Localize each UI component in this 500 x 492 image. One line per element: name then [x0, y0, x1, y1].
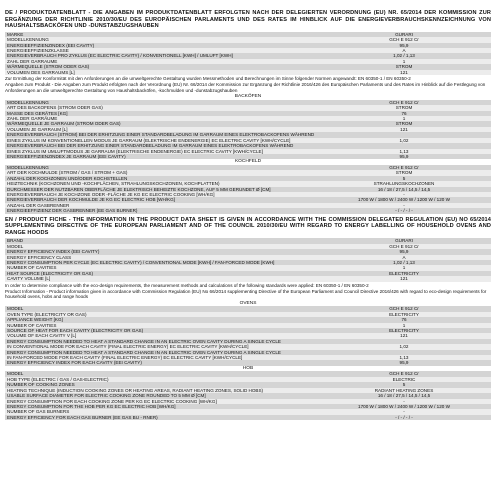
row-value: 1,02 / 1,13 [317, 53, 491, 58]
row-label: VOLUME OF EACH CAVITY V [L] [5, 333, 317, 338]
row-label: ENERGIEEFFIZIENZINDEX JE GARRAUM (EEI CAVITY) [5, 154, 317, 159]
row-value: GCH E 912 Cr [317, 165, 491, 170]
row-label: ENERGIEVERBRAUCH BEI DER ERHITZUNG EINER STANDARDBELADUNG IM GARRAUM EINES ELEKTROBACKOFENS WÄHREND [5, 143, 317, 148]
row-value: STROM [317, 121, 491, 126]
row-label: ENERGIEVERBRAUCH DER KOCHMULDE JE KG EC ELECTRIC HOB [WH/KG] [5, 197, 317, 202]
en-hob-caption: HOB [242, 365, 254, 371]
row-label: ENERGY CONSUMPTION PER CYCLE (EC ELECTRIC CAVITY) / CONVENTIONAL MODE [KWH] / FAN-FORCED MODE [KWH] [5, 260, 317, 265]
row-label: ENERGIEVERBRAUCH (STROM) BEI DER ERHITZUNG EINER STANDARDBELADUNG IM GARRAUM EINES ELEKTROBACKOFENS WÄHREND [5, 132, 317, 137]
row-label: DURCHMESSER DER NUTZBAREN OBERFLÄCHE JE ELEKTRISCH BEHEIZTE KOCHZONE, AUF 5 MM GERUNDET Ø [CM] [5, 187, 317, 192]
row-label: HEAT SOURCE (ELECTRICITY OR GAS) [5, 271, 317, 276]
row-label: SOURCE OF HEAT FOR EACH CAVITY (ELECTRICITY OR GAS) [5, 328, 317, 333]
row-value: GCH E 912 Cr [317, 100, 491, 105]
row-label: EINES ZYKLUS IM KONVENTIONELLEN MODUS JE GARRAUM (ELEKTRISCHE ENDENERGIE) EC ELECTRIC CAVITY [KWH/CYCLE] [5, 138, 317, 143]
row-value: GCH E 912 Cr [317, 37, 491, 42]
row-value: GCH E 912 Cr [317, 371, 491, 376]
row-value: 5 [317, 382, 491, 387]
de-hob-caption: KOCHFELD [234, 159, 262, 165]
row-label: ZAHL DER GARRÄUME [5, 116, 317, 121]
row-label: ENERGIEEFFIZIENZ DER GASBRENNER (EE GAS BURNER) [5, 208, 317, 213]
row-label: ENERGIEEFFIZIENZKLASSE [5, 48, 317, 53]
row-label: ENERGY EFFICIENCY INDEX (EEI CAVITY) [5, 249, 317, 254]
row-label: ART DES BACKOFENS (STROM ODER GAS) [5, 105, 317, 110]
row-label: MODELLKENNUNG [5, 37, 317, 42]
row-label: EINES ZYKLUS IM UMLUFTMODUS JE GARRAUM (ELEKTRISCHE ENDENERGIE) EC ELECTRIC CAVITY [KWH/CYCLE] [5, 149, 317, 154]
row-label: ENERGY CONSUMPTION NEEDED TO HEAT A STANDARD CHANGE IN AN ELECTRIC OVEN CAVITY DURING A SINGLE CYCLE [5, 339, 317, 344]
row-label: NUMBER OF CAVITIES [5, 323, 317, 328]
row-value: 1700 W / 1800 W / 2400 W / 1200 W / 120 W [317, 404, 491, 409]
row-value: RADIANT HEATING ZONES [317, 388, 491, 393]
row-value: 121 [317, 333, 491, 338]
row-label: MODEL [5, 371, 317, 376]
row-label: ENERGY EFFICIENCY FOR EACH GAS BURNER (EE GAS BU - RNER) [5, 415, 317, 420]
row-label: NUMBER OF COOKING ZONES [5, 382, 317, 387]
row-label: HEIZTECHNIK (KOCHZONEN UND -KOCHFLÄCHEN, STRAHLUNGSKOCHZONEN, KOCHPLATTEN) [5, 181, 317, 186]
row-label: NUMBER OF CAVITIES [5, 265, 317, 270]
row-value: ELECTRICITY [317, 312, 491, 317]
row-label: MASSE DES GERÄTES [KG] [5, 111, 317, 116]
row-value: GURARI [317, 238, 491, 243]
row-value: ELECTRICITY [317, 328, 491, 333]
row-value: 5 [317, 176, 491, 181]
row-value: 121 [317, 70, 491, 75]
row-value: 16 / 18 / 27,5 / 14,5 / 14,5 [317, 187, 491, 192]
row-label: CAVITY VOLUME [L] [5, 276, 317, 281]
row-value: 1 [317, 59, 491, 64]
table-row [5, 276, 491, 281]
row-value: 76 [317, 111, 491, 116]
row-value: A [317, 255, 491, 260]
row-label: ENERGY EFFICIENCY CLASS [5, 255, 317, 260]
row-label: USABLE SURFACE DIAMETER FOR ELECTRIC COOKING ZONE ROUNDED TO 5 MM Ø [CM] [5, 393, 317, 398]
row-label: WÄRMEQUELLE JE GARRAUM (STROM ODER GAS) [5, 121, 317, 126]
row-label: ENERGY EFFICIENCY INDEX FOR EACH CAVITY (EEI CAVITY) [5, 360, 317, 365]
row-label: MODELLKENNUNG [5, 100, 317, 105]
row-label: ZAHL DER GARRAUME [5, 59, 317, 64]
row-label: MODELLKENNUNG [5, 165, 317, 170]
row-value: - / - / - / - [317, 208, 491, 213]
row-value: 95,9 [317, 43, 491, 48]
row-value: GCH E 912 Cr [317, 306, 491, 311]
row-value: 95,9 [317, 154, 491, 159]
de-standards-note: Zur Ermittlung der Konformität mit den Anforderungen an die umweltgerechte Gestaltung wurden Messmethoden und Berechnungen im Sinne folgender Normen angewandt: EN 60350-1 / EN 60350-2 [5, 76, 411, 82]
row-label: ENERGY CONSUMPTION FOR EACH COOKING ZONE PER KG EC ELECTRIC COOKING [WH/KG] [5, 399, 317, 404]
row-label: VOLUMEN DES GARRAUMS [L] [5, 70, 317, 75]
row-value: STRAHLUNGSKOCHZONEN [317, 181, 491, 186]
row-value: STROM [317, 105, 491, 110]
table-row [5, 208, 491, 213]
row-label: WÄRMEQUELLE (STROM ODER GAS) [5, 64, 317, 69]
row-value: 1 [317, 265, 491, 270]
row-value: - [317, 399, 491, 404]
row-value: GURARI [317, 32, 491, 37]
row-value: 95,9 [317, 360, 491, 365]
row-value: A [317, 48, 491, 53]
row-value: 1,13 [317, 149, 491, 154]
row-label: ENERGIEEFFIZIENZINDEX (EEI CAVITY) [5, 43, 317, 48]
row-value: 1700 W / 1800 W / 2400 W / 1200 W / 120 W [317, 197, 491, 202]
row-value: 76 [317, 317, 491, 322]
row-label: VOLUMEN JE GARRAUM [L] [5, 127, 317, 132]
row-value: 1,02 [317, 138, 491, 143]
row-value: 95,9 [317, 249, 491, 254]
de-ovens-table [5, 100, 491, 159]
de-headline: DE / PRODUKTDATENBLATT - DIE ANGABEN IM PRODUKTDATENBLATT ERFOLGTEN NACH DER DELEGIERTEN VERORDNUNG (EU) NR. 65/2014 DER KOMMISSION ZUR ERGÄNZUNG DER RICHTLINIE 2010/30/EU DES EUROPÄISCHEN PARLAMENTS UND DES RATES IM HINBLICK AUF DIE ENERGIEVERBRAUCHSKENNZEICHNUNG VON HAUSHALTSBACKÖFEN UND -DUNSTABZUGSHAUBEN [5, 10, 491, 30]
row-label: HEATING TECHNIQUE (INDUCTION COOKING ZONES OR HEATING AREAS, RADIANT HEATING ZONES, SOLID HOBS) [5, 388, 317, 393]
de-product-info-note: Angaben zum Produkt - Die Angaben zum Produkt erfolgten nach der Verordnung (EU) Nr. 66/2014 der Kommission zur Ergänzung der Richtlinie 2016/426 des Europäischen Parlaments und des Rates im Hinblick auf die Festlegung von Anforderungen an die umweltgerechte Gestaltung von Haushaltsbacköfen, -kochmulden und -dunstabzugshauben [5, 82, 486, 93]
row-value: - [317, 203, 491, 208]
row-value: 121 [317, 276, 491, 281]
row-value: 16 / 18 / 27,5 / 14,5 / 14,5 [317, 393, 491, 398]
row-label: ENERGY CONSUMPTION NEEDED TO HEAT A STANDARD CHANGE IN AN ELECTRIC OVEN CAVITY DURING A SINGLE CYCLE [5, 350, 317, 355]
row-label: ANZAHL DER GASBRENNER [5, 203, 317, 208]
row-label: NUMBER OF GAS BURNERS [5, 409, 317, 414]
row-value: 121 [317, 127, 491, 132]
row-label: BRAND [5, 238, 317, 243]
table-row [5, 70, 491, 75]
row-label: APPLIANCE WEIGHT [KG] [5, 317, 317, 322]
row-value: 1,13 [317, 355, 491, 360]
row-label: OVEN TYPE (ELECTRICITY OR GAS) [5, 312, 317, 317]
table-row [5, 415, 491, 420]
row-label: ENERGY CONSUMPTION FOR THE HOB PER KG EC ELECTRIC HOB [WH/KG] [5, 404, 317, 409]
row-value: ELECTRIC [317, 377, 491, 382]
row-value: STROM [317, 170, 491, 175]
product-fiche-page [5, 0, 491, 420]
row-value: GCH E 912 Cr [317, 244, 491, 249]
en-ovens-table [5, 306, 491, 365]
de-label-table [5, 32, 491, 75]
en-ovens-caption: OVENS [239, 300, 257, 306]
row-value: STROM [317, 64, 491, 69]
en-hob-table [5, 371, 491, 420]
row-label: MODEL [5, 306, 317, 311]
row-label: IN CONVENTIONAL MODE FOR EACH CAVITY (FINAL ELECTRIC ENERGY) EC ELECTRIC CAVITY [KWH/CYCLE] [5, 344, 317, 349]
de-ovens-caption: BACKÖFEN [234, 94, 262, 100]
en-product-info-note: Product Information - Product information given in accordance with Commission Regulation (EU) No 66/2014 supplementing Directive of the European Parliament and Council Directive 2016/426 with regard to eco-design requirements for household ovens, hobs and range hoods [5, 289, 487, 300]
row-value: ELECTRICITY [317, 271, 491, 276]
row-label: ENERGIEVERBRAUCH JE KOCHZONE ODER -FLÄCHE JE KG EC ELECTRIC COOKING [WH/KG] [5, 192, 317, 197]
row-label: ENERGIEVERBRAUCH PRO ZYKLUS (EC ELECTRIC CAVITY) / KONVENTIONELL [KWH] / UMLUFT [KWH] [5, 53, 317, 58]
row-label: HOB TYPE (ELECTRIC / GAS / GAS-ELECTRIC) [5, 377, 317, 382]
row-value: - [317, 192, 491, 197]
row-value: 1,02 / 1,13 [317, 260, 491, 265]
row-label: MODEL [5, 244, 317, 249]
row-label: MARKE [5, 32, 317, 37]
row-label: ART DER KOCHMULDE (STROM / GAS / STROM + GAS) [5, 170, 317, 175]
row-value: 1 [317, 116, 491, 121]
row-label: ANZAHL DER KOCHZONEN UND/ODER KOCHSTELLEN [5, 176, 317, 181]
row-value: 1 [317, 323, 491, 328]
row-value: 1,02 [317, 344, 491, 349]
en-headline: EN / PRODUCT FICHE - THE INFORMATION IN THE PRODUCT DATA SHEET IS GIVEN IN ACCORDANCE WITH THE COMMISSION DELEGATED REGULATION (EU) NO 65/2014 SUPPLEMENTING DIRECTIVE OF THE EUROPEAN PARLIAMENT AND OF THE COUNCIL 2010/30/EU WITH REGARD TO ENERGY LABELLING OF HOUSEHOLD OVENS AND RANGE HOODS [5, 216, 491, 236]
row-value: - / - / - / - [317, 415, 491, 420]
row-label: IN FAN-FORCED MODE FOR EACH CAVITY (FINAL ELECTRIC ENERGY) EC ELECTRIC CAVITY [KWH/CYCLE] [5, 355, 317, 360]
en-standards-note: In order to determine compliance with the eco-design requirements, the measurement methods and calculations of the following standards were applied: EN 60350-1 / EN 60350-2 [5, 282, 369, 288]
en-label-table [5, 238, 491, 281]
row-value: - [317, 409, 491, 414]
de-hob-table [5, 165, 491, 214]
